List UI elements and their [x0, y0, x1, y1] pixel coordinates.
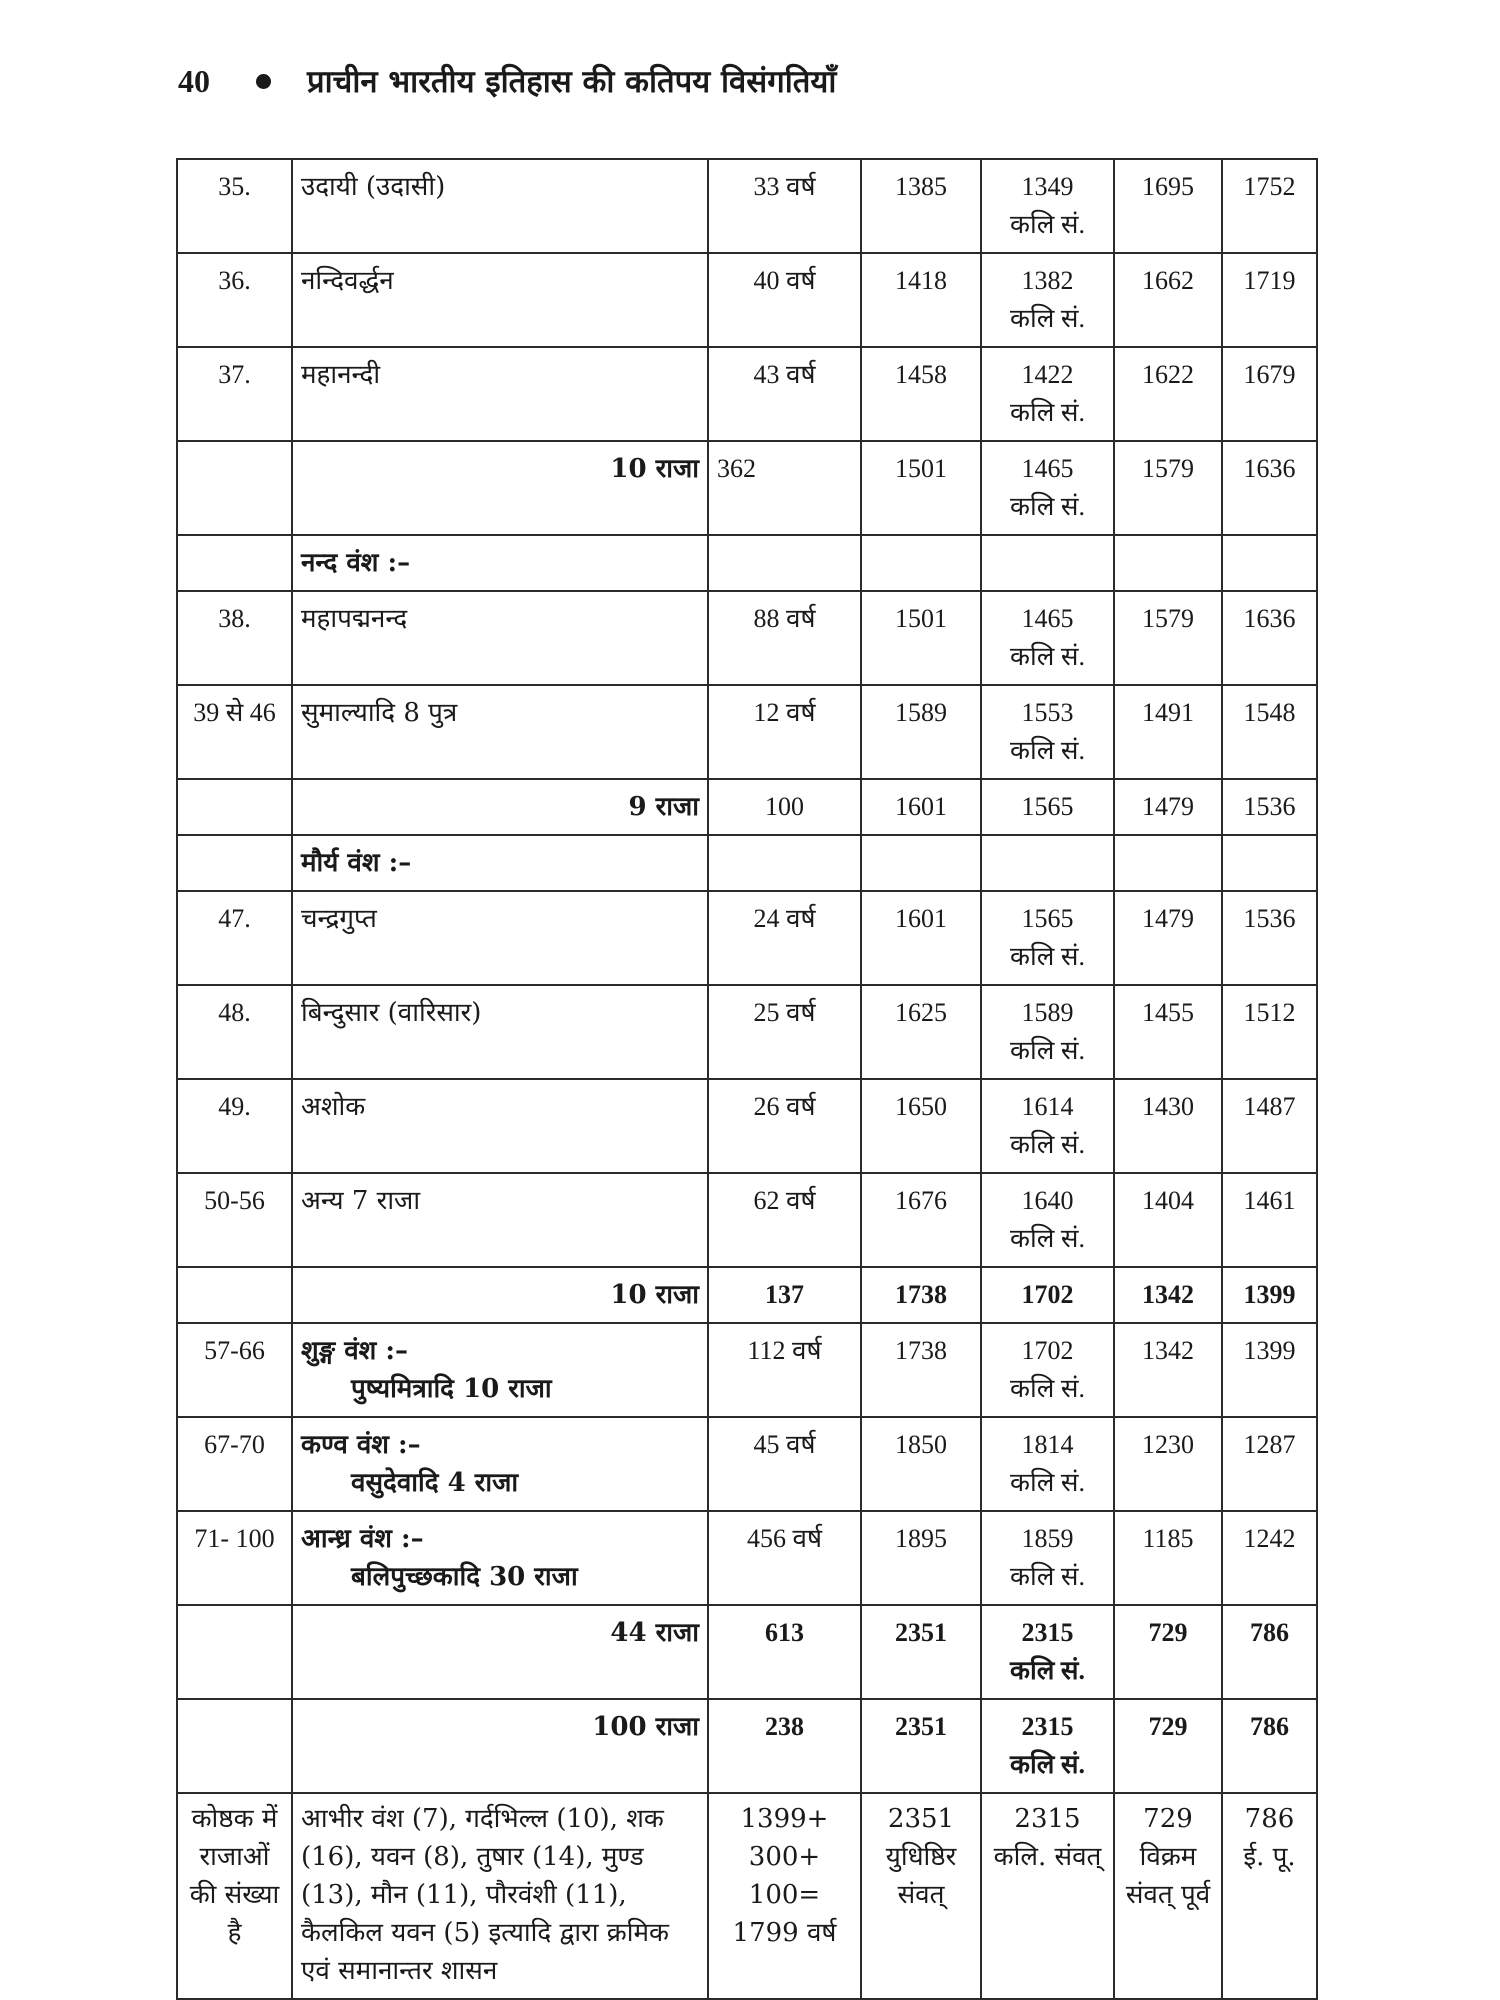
sn-cell: 50-56: [177, 1173, 292, 1267]
year-col4: 1650: [861, 1079, 981, 1173]
table-row: [177, 1323, 1317, 1417]
year-col4: 1601: [861, 891, 981, 985]
duration-cell: 62 वर्ष: [708, 1173, 861, 1267]
page-number: 40: [178, 62, 210, 99]
duration-cell: 33 वर्ष: [708, 159, 861, 253]
table-row: [177, 891, 1317, 985]
king-name-cell: [292, 985, 708, 1079]
year-col6: 1622: [1114, 347, 1222, 441]
table-row: [177, 1605, 1317, 1699]
table-row: [177, 685, 1317, 779]
kali-label: कलि सं.: [1010, 1750, 1085, 1779]
sn-cell: 37.: [177, 347, 292, 441]
kali-label: कलि सं.: [1010, 642, 1085, 671]
kali-year-value: 1565: [1021, 904, 1074, 933]
table-row: [177, 441, 1317, 535]
king-name: आन्ध्र वंश :–: [301, 1524, 424, 1554]
total-label: 9 राजा: [292, 779, 708, 835]
table-row: [177, 159, 1317, 253]
king-name-cell: [292, 159, 708, 253]
duration-cell: 25 वर्ष: [708, 985, 861, 1079]
kali-label: कलि सं.: [1010, 1130, 1085, 1159]
kali-year-cell: [981, 779, 1114, 835]
sn-cell: 38.: [177, 591, 292, 685]
summary-c1: कोष्ठक में राजाओं की संख्या है: [177, 1793, 292, 1999]
duration-cell: 45 वर्ष: [708, 1417, 861, 1511]
empty-cell: [981, 535, 1114, 591]
total-label: 10 राजा: [292, 1267, 708, 1323]
king-name-cell: [292, 591, 708, 685]
summary-c2: आभीर वंश (7), गर्दभिल्ल (10), शक (16), यवन (8), तुषार (14), मुण्ड (13), मौन (11), पौरवंशी (11), कैलकिल यवन (5) इत्यादि द्वारा क्रमिक एवं समानान्तर शासन: [292, 1793, 708, 1999]
kali-year-value: 1553: [1021, 698, 1074, 727]
kali-year-cell: [981, 1699, 1114, 1793]
kali-label: कलि सं.: [1010, 1374, 1085, 1403]
year-col7: 1287: [1222, 1417, 1317, 1511]
year-col7: 786: [1222, 1605, 1317, 1699]
kali-year-cell: [981, 253, 1114, 347]
sn-cell: [177, 835, 292, 891]
king-name: कण्व वंश :–: [301, 1430, 421, 1460]
king-name-cell: [292, 685, 708, 779]
year-col6: 1230: [1114, 1417, 1222, 1511]
king-name-cell: [292, 1323, 708, 1417]
year-col6: 1455: [1114, 985, 1222, 1079]
duration-cell: 456 वर्ष: [708, 1511, 861, 1605]
table-row: [177, 1417, 1317, 1511]
sn-cell: [177, 1605, 292, 1699]
king-name: अन्य 7 राजा: [301, 1186, 421, 1216]
kali-year-cell: [981, 1079, 1114, 1173]
kali-year-cell: [981, 1417, 1114, 1511]
kali-year-value: 2315: [1021, 1618, 1074, 1647]
total-duration: 362: [708, 441, 861, 535]
sn-cell: 67-70: [177, 1417, 292, 1511]
kali-label: कलि सं.: [1010, 942, 1085, 971]
page-header: [178, 56, 1378, 106]
sn-cell: 49.: [177, 1079, 292, 1173]
page-title: प्राचीन भारतीय इतिहास की कतिपय विसंगतियाँ: [307, 64, 837, 100]
duration-cell: 112 वर्ष: [708, 1323, 861, 1417]
empty-cell: [1222, 835, 1317, 891]
sn-cell: [177, 441, 292, 535]
sn-cell: [177, 779, 292, 835]
king-name-cell: [292, 1417, 708, 1511]
year-col7: 1242: [1222, 1511, 1317, 1605]
year-col7: 1548: [1222, 685, 1317, 779]
year-col6: 729: [1114, 1699, 1222, 1793]
year-col6: 1695: [1114, 159, 1222, 253]
summary-c7: 786 ई. पू.: [1222, 1793, 1317, 1999]
kali-year-value: 1702: [1021, 1336, 1074, 1365]
total-duration: 238: [708, 1699, 861, 1793]
kali-year-value: 1859: [1021, 1524, 1074, 1553]
summary-c3: 1399+ 300+ 100= 1799 वर्ष: [708, 1793, 861, 1999]
king-name: उदायी (उदासी): [301, 172, 446, 202]
king-name: अशोक: [301, 1092, 366, 1122]
kali-label: कलि सं.: [1010, 1036, 1085, 1065]
year-col4: 1850: [861, 1417, 981, 1511]
year-col4: 1625: [861, 985, 981, 1079]
kali-year-cell: [981, 685, 1114, 779]
sn-cell: [177, 1699, 292, 1793]
king-name: महानन्दी: [301, 360, 381, 390]
kali-year-value: 1382: [1021, 266, 1074, 295]
year-col4: 1501: [861, 441, 981, 535]
duration-cell: 12 वर्ष: [708, 685, 861, 779]
kali-year-value: 2315: [1021, 1712, 1074, 1741]
empty-cell: [1114, 835, 1222, 891]
kali-label: कलि सं.: [1010, 398, 1085, 427]
kali-year-value: 1614: [1021, 1092, 1074, 1121]
empty-cell: [708, 535, 861, 591]
kali-year-value: 1589: [1021, 998, 1074, 1027]
kali-year-cell: [981, 1605, 1114, 1699]
year-col6: 1185: [1114, 1511, 1222, 1605]
year-col7: 1536: [1222, 891, 1317, 985]
kali-year-cell: [981, 1173, 1114, 1267]
kali-year-value: 1640: [1021, 1186, 1074, 1215]
sn-cell: 71- 100: [177, 1511, 292, 1605]
total-label: 10 राजा: [292, 441, 708, 535]
kali-year-value: 1702: [1021, 1280, 1074, 1309]
table-row: [177, 1699, 1317, 1793]
kali-year-value: 1814: [1021, 1430, 1074, 1459]
sn-cell: 57-66: [177, 1323, 292, 1417]
year-col6: 1430: [1114, 1079, 1222, 1173]
kali-year-cell: [981, 891, 1114, 985]
kali-label: कलि सं.: [1010, 210, 1085, 239]
dynasty-kings: बलिपुच्छकादि 30 राजा: [351, 1562, 578, 1592]
kali-year-value: 1422: [1021, 360, 1074, 389]
king-name-cell: [292, 1511, 708, 1605]
king-name: नन्दिवर्द्धन: [301, 266, 394, 296]
kali-label: कलि सं.: [1010, 736, 1085, 765]
kali-year-cell: [981, 1511, 1114, 1605]
year-col7: 1461: [1222, 1173, 1317, 1267]
kali-year-cell: [981, 1323, 1114, 1417]
year-col6: 1404: [1114, 1173, 1222, 1267]
dynasty-kings: वसुदेवादि 4 राजा: [351, 1468, 519, 1498]
table-row: [177, 1079, 1317, 1173]
year-col4: 1458: [861, 347, 981, 441]
duration-cell: 40 वर्ष: [708, 253, 861, 347]
year-col6: 729: [1114, 1605, 1222, 1699]
table-row: [177, 253, 1317, 347]
year-col6: 1662: [1114, 253, 1222, 347]
year-col6: 1579: [1114, 591, 1222, 685]
kali-year-cell: [981, 985, 1114, 1079]
empty-cell: [1222, 535, 1317, 591]
table-row: [177, 985, 1317, 1079]
sn-cell: [177, 1267, 292, 1323]
king-name-cell: [292, 891, 708, 985]
sn-cell: [177, 535, 292, 591]
year-col6: 1491: [1114, 685, 1222, 779]
kali-year-cell: [981, 347, 1114, 441]
year-col7: 1752: [1222, 159, 1317, 253]
year-col6: 1479: [1114, 891, 1222, 985]
year-col7: 786: [1222, 1699, 1317, 1793]
dynasty-heading: मौर्य वंश :–: [292, 835, 708, 891]
year-col6: 1579: [1114, 441, 1222, 535]
table-row: [177, 835, 1317, 891]
empty-cell: [1114, 535, 1222, 591]
summary-c5: 2315 कलि. संवत्: [981, 1793, 1114, 1999]
king-name-cell: [292, 253, 708, 347]
empty-cell: [861, 535, 981, 591]
king-name: सुमाल्यादि 8 पुत्र: [301, 698, 458, 728]
year-col7: 1399: [1222, 1323, 1317, 1417]
year-col6: 1342: [1114, 1267, 1222, 1323]
year-col7: 1487: [1222, 1079, 1317, 1173]
duration-cell: 43 वर्ष: [708, 347, 861, 441]
sn-cell: 47.: [177, 891, 292, 985]
table-row: [177, 1511, 1317, 1605]
kali-label: कलि सं.: [1010, 304, 1085, 333]
table-row: [177, 591, 1317, 685]
year-col7: 1536: [1222, 779, 1317, 835]
year-col4: 1738: [861, 1267, 981, 1323]
table-row: [177, 1267, 1317, 1323]
king-name: बिन्दुसार (वारिसार): [301, 998, 482, 1028]
total-duration: 100: [708, 779, 861, 835]
empty-cell: [708, 835, 861, 891]
table-row: [177, 347, 1317, 441]
year-col4: 1895: [861, 1511, 981, 1605]
year-col7: 1636: [1222, 591, 1317, 685]
empty-cell: [861, 835, 981, 891]
dynasty-heading: नन्द वंश :–: [292, 535, 708, 591]
kali-year-cell: [981, 1267, 1114, 1323]
duration-cell: 26 वर्ष: [708, 1079, 861, 1173]
kali-year-value: 1565: [1021, 792, 1074, 821]
duration-cell: 24 वर्ष: [708, 891, 861, 985]
kali-year-cell: [981, 441, 1114, 535]
year-col4: 1738: [861, 1323, 981, 1417]
total-label: 44 राजा: [292, 1605, 708, 1699]
total-duration: 613: [708, 1605, 861, 1699]
year-col7: 1719: [1222, 253, 1317, 347]
king-name-cell: [292, 347, 708, 441]
year-col4: 1418: [861, 253, 981, 347]
sn-cell: 36.: [177, 253, 292, 347]
king-name-cell: [292, 1079, 708, 1173]
year-col6: 1479: [1114, 779, 1222, 835]
king-name: महापद्मनन्द: [301, 604, 408, 634]
kali-label: कलि सं.: [1010, 492, 1085, 521]
table-row: [177, 779, 1317, 835]
year-col4: 1501: [861, 591, 981, 685]
year-col7: 1636: [1222, 441, 1317, 535]
total-label: 100 राजा: [292, 1699, 708, 1793]
total-duration: 137: [708, 1267, 861, 1323]
summary-row: [177, 1793, 1317, 1999]
summary-c6: 729 विक्रम संवत् पूर्व: [1114, 1793, 1222, 1999]
year-col4: 1676: [861, 1173, 981, 1267]
kali-label: कलि सं.: [1010, 1562, 1085, 1591]
year-col7: 1679: [1222, 347, 1317, 441]
empty-cell: [981, 835, 1114, 891]
bullet-dot: [256, 74, 271, 89]
kali-year-value: 1465: [1021, 454, 1074, 483]
summary-c4: 2351 युधिष्ठिर संवत्: [861, 1793, 981, 1999]
sn-cell: 35.: [177, 159, 292, 253]
kali-year-cell: [981, 159, 1114, 253]
kali-year-value: 1465: [1021, 604, 1074, 633]
table-row: [177, 1173, 1317, 1267]
kali-year-value: 1349: [1021, 172, 1074, 201]
kali-label: कलि सं.: [1010, 1656, 1085, 1685]
year-col6: 1342: [1114, 1323, 1222, 1417]
kali-year-cell: [981, 591, 1114, 685]
year-col7: 1399: [1222, 1267, 1317, 1323]
table-row: [177, 535, 1317, 591]
king-name-cell: [292, 1173, 708, 1267]
dynasty-kings: पुष्यमित्रादि 10 राजा: [351, 1374, 552, 1404]
kali-label: कलि सं.: [1010, 1468, 1085, 1497]
king-name: शुङ्ग वंश :–: [301, 1336, 408, 1366]
king-name: चन्द्रगुप्त: [301, 904, 377, 934]
sn-cell: 39 से 46: [177, 685, 292, 779]
kali-label: कलि सं.: [1010, 1224, 1085, 1253]
year-col7: 1512: [1222, 985, 1317, 1079]
year-col4: 1589: [861, 685, 981, 779]
year-col4: 2351: [861, 1699, 981, 1793]
sn-cell: 48.: [177, 985, 292, 1079]
year-col4: 2351: [861, 1605, 981, 1699]
duration-cell: 88 वर्ष: [708, 591, 861, 685]
year-col4: 1385: [861, 159, 981, 253]
kings-chronology-table: [176, 158, 1318, 2000]
year-col4: 1601: [861, 779, 981, 835]
